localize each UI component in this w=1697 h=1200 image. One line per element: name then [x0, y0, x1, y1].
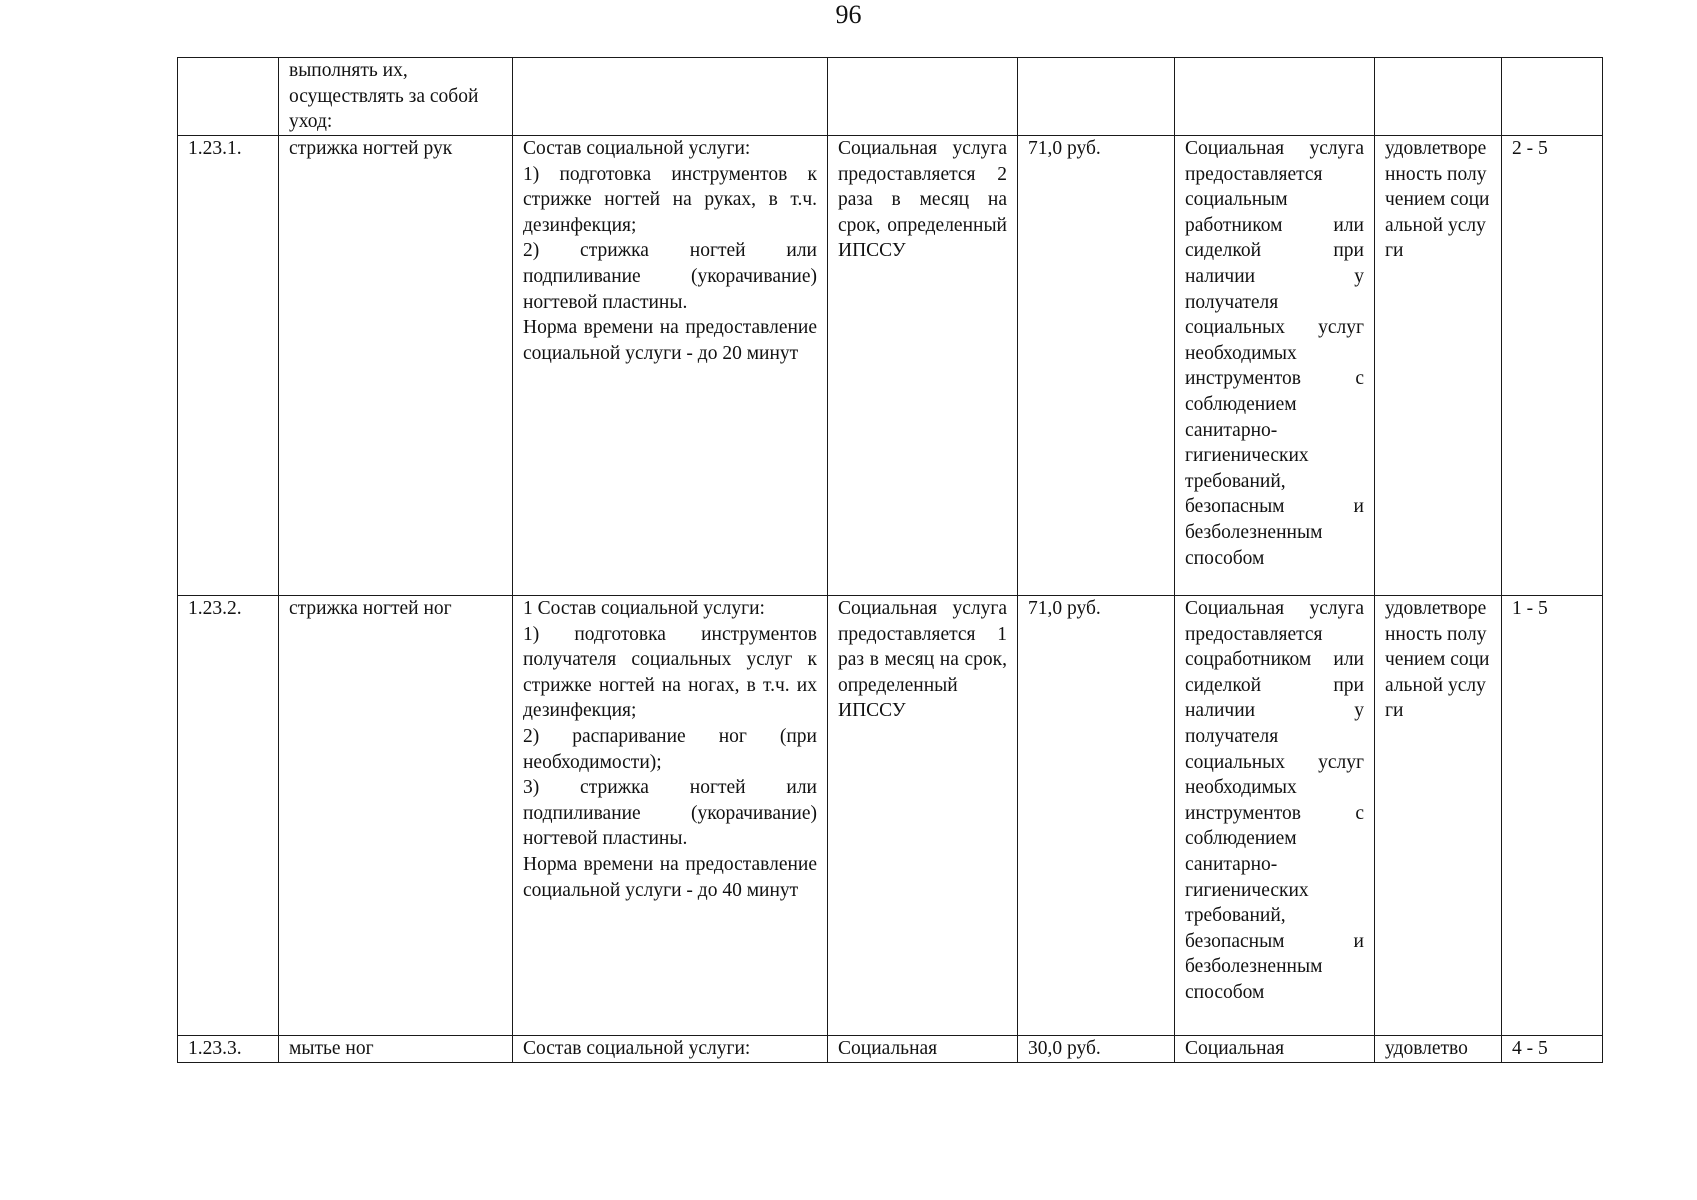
service-name: стрижка ногтей ног [279, 596, 513, 1036]
conditions-cell: Социальная [1175, 1036, 1375, 1063]
continuation-row [178, 58, 1603, 136]
criteria-text: удовлетворенность получением социальной услуги [1385, 138, 1490, 262]
frequency-text: Социальная услуга предоставляется 2 раза в месяц на срок, определенный ИПССУ [838, 138, 1007, 262]
conditions-text: Социальная услуга предоставляется социальным работником или сиделкой при наличии у получателя социальных услуг необходимых инструментов с соблюдением санитарно-гигиенических требований, безопасным и безболезненным способом [1185, 138, 1364, 569]
frequency-cell [828, 596, 1018, 1036]
composition-cell [513, 596, 828, 1036]
composition-line: 2) распаривание ног (при необходимости); [523, 725, 817, 773]
rating: 1 - 5 [1502, 596, 1603, 1036]
rating: 4 - 5 [1502, 1036, 1603, 1063]
composition-line: 2) стрижка ногтей или подпиливание (укорачивание) ногтевой пластины. [523, 240, 817, 313]
table-row [178, 1036, 1603, 1063]
service-name-cell [279, 58, 513, 136]
rating-cell [1502, 58, 1603, 136]
composition-cell [513, 136, 828, 596]
composition-cell [513, 58, 828, 136]
price: 71,0 руб. [1018, 136, 1175, 596]
criteria-text: удовлетворенность получением социальной услуги [1385, 598, 1490, 722]
criteria-cell: удовлетво [1375, 1036, 1502, 1063]
composition-line: 3) стрижка ногтей или подпиливание (укорачивание) ногтевой пластины. [523, 777, 817, 850]
criteria-cell [1375, 136, 1502, 596]
service-name: мытье ног [279, 1036, 513, 1063]
row-number: 1.23.1. [178, 136, 279, 596]
composition-line: 1) подготовка инструментов получателя социальных услуг к стрижке ногтей на ногах, в т.ч. их дезинфекция; [523, 623, 817, 722]
table-row [178, 596, 1603, 1036]
composition-cell: Состав социальной услуги: [513, 1036, 828, 1063]
conditions-cell [1175, 136, 1375, 596]
conditions-text: Социальная услуга предоставляется соцработником или сиделкой при наличии у получателя социальных услуг необходимых инструментов с соблюдением санитарно-гигиенических требований, безопасным и безболезненным способом [1185, 598, 1364, 1003]
conditions-cell [1175, 596, 1375, 1036]
composition-line: 1 Состав социальной услуги: [523, 598, 765, 619]
frequency-text: Социальная услуга предоставляется 1 раз в месяц на срок, определенный ИПССУ [838, 598, 1007, 722]
composition-line: Норма времени на предоставление социальной услуги - до 20 минут [523, 317, 817, 364]
service-name: стрижка ногтей рук [279, 136, 513, 596]
service-name: выполнять их, осуществлять за собой уход: [289, 60, 479, 133]
price: 30,0 руб. [1018, 1036, 1175, 1063]
criteria-cell [1375, 58, 1502, 136]
composition-line: 1) подготовка инструментов к стрижке ногтей на руках, в т.ч. дезинфекция; [523, 163, 817, 236]
composition-line: Норма времени на предоставление социальной услуги - до 40 минут [523, 853, 817, 901]
price-cell [1018, 58, 1175, 136]
table-row [178, 136, 1603, 596]
criteria-cell [1375, 596, 1502, 1036]
page-number: 96 [835, 0, 862, 29]
price: 71,0 руб. [1018, 596, 1175, 1036]
num-cell [178, 58, 279, 136]
row-number: 1.23.2. [178, 596, 279, 1036]
row-number: 1.23.3. [178, 1036, 279, 1063]
frequency-cell: Социальная [828, 1036, 1018, 1063]
frequency-cell [828, 136, 1018, 596]
conditions-cell [1175, 58, 1375, 136]
rating: 2 - 5 [1502, 136, 1603, 596]
frequency-cell [828, 58, 1018, 136]
services-table [177, 57, 1603, 1063]
composition-line: Состав социальной услуги: [523, 138, 751, 159]
